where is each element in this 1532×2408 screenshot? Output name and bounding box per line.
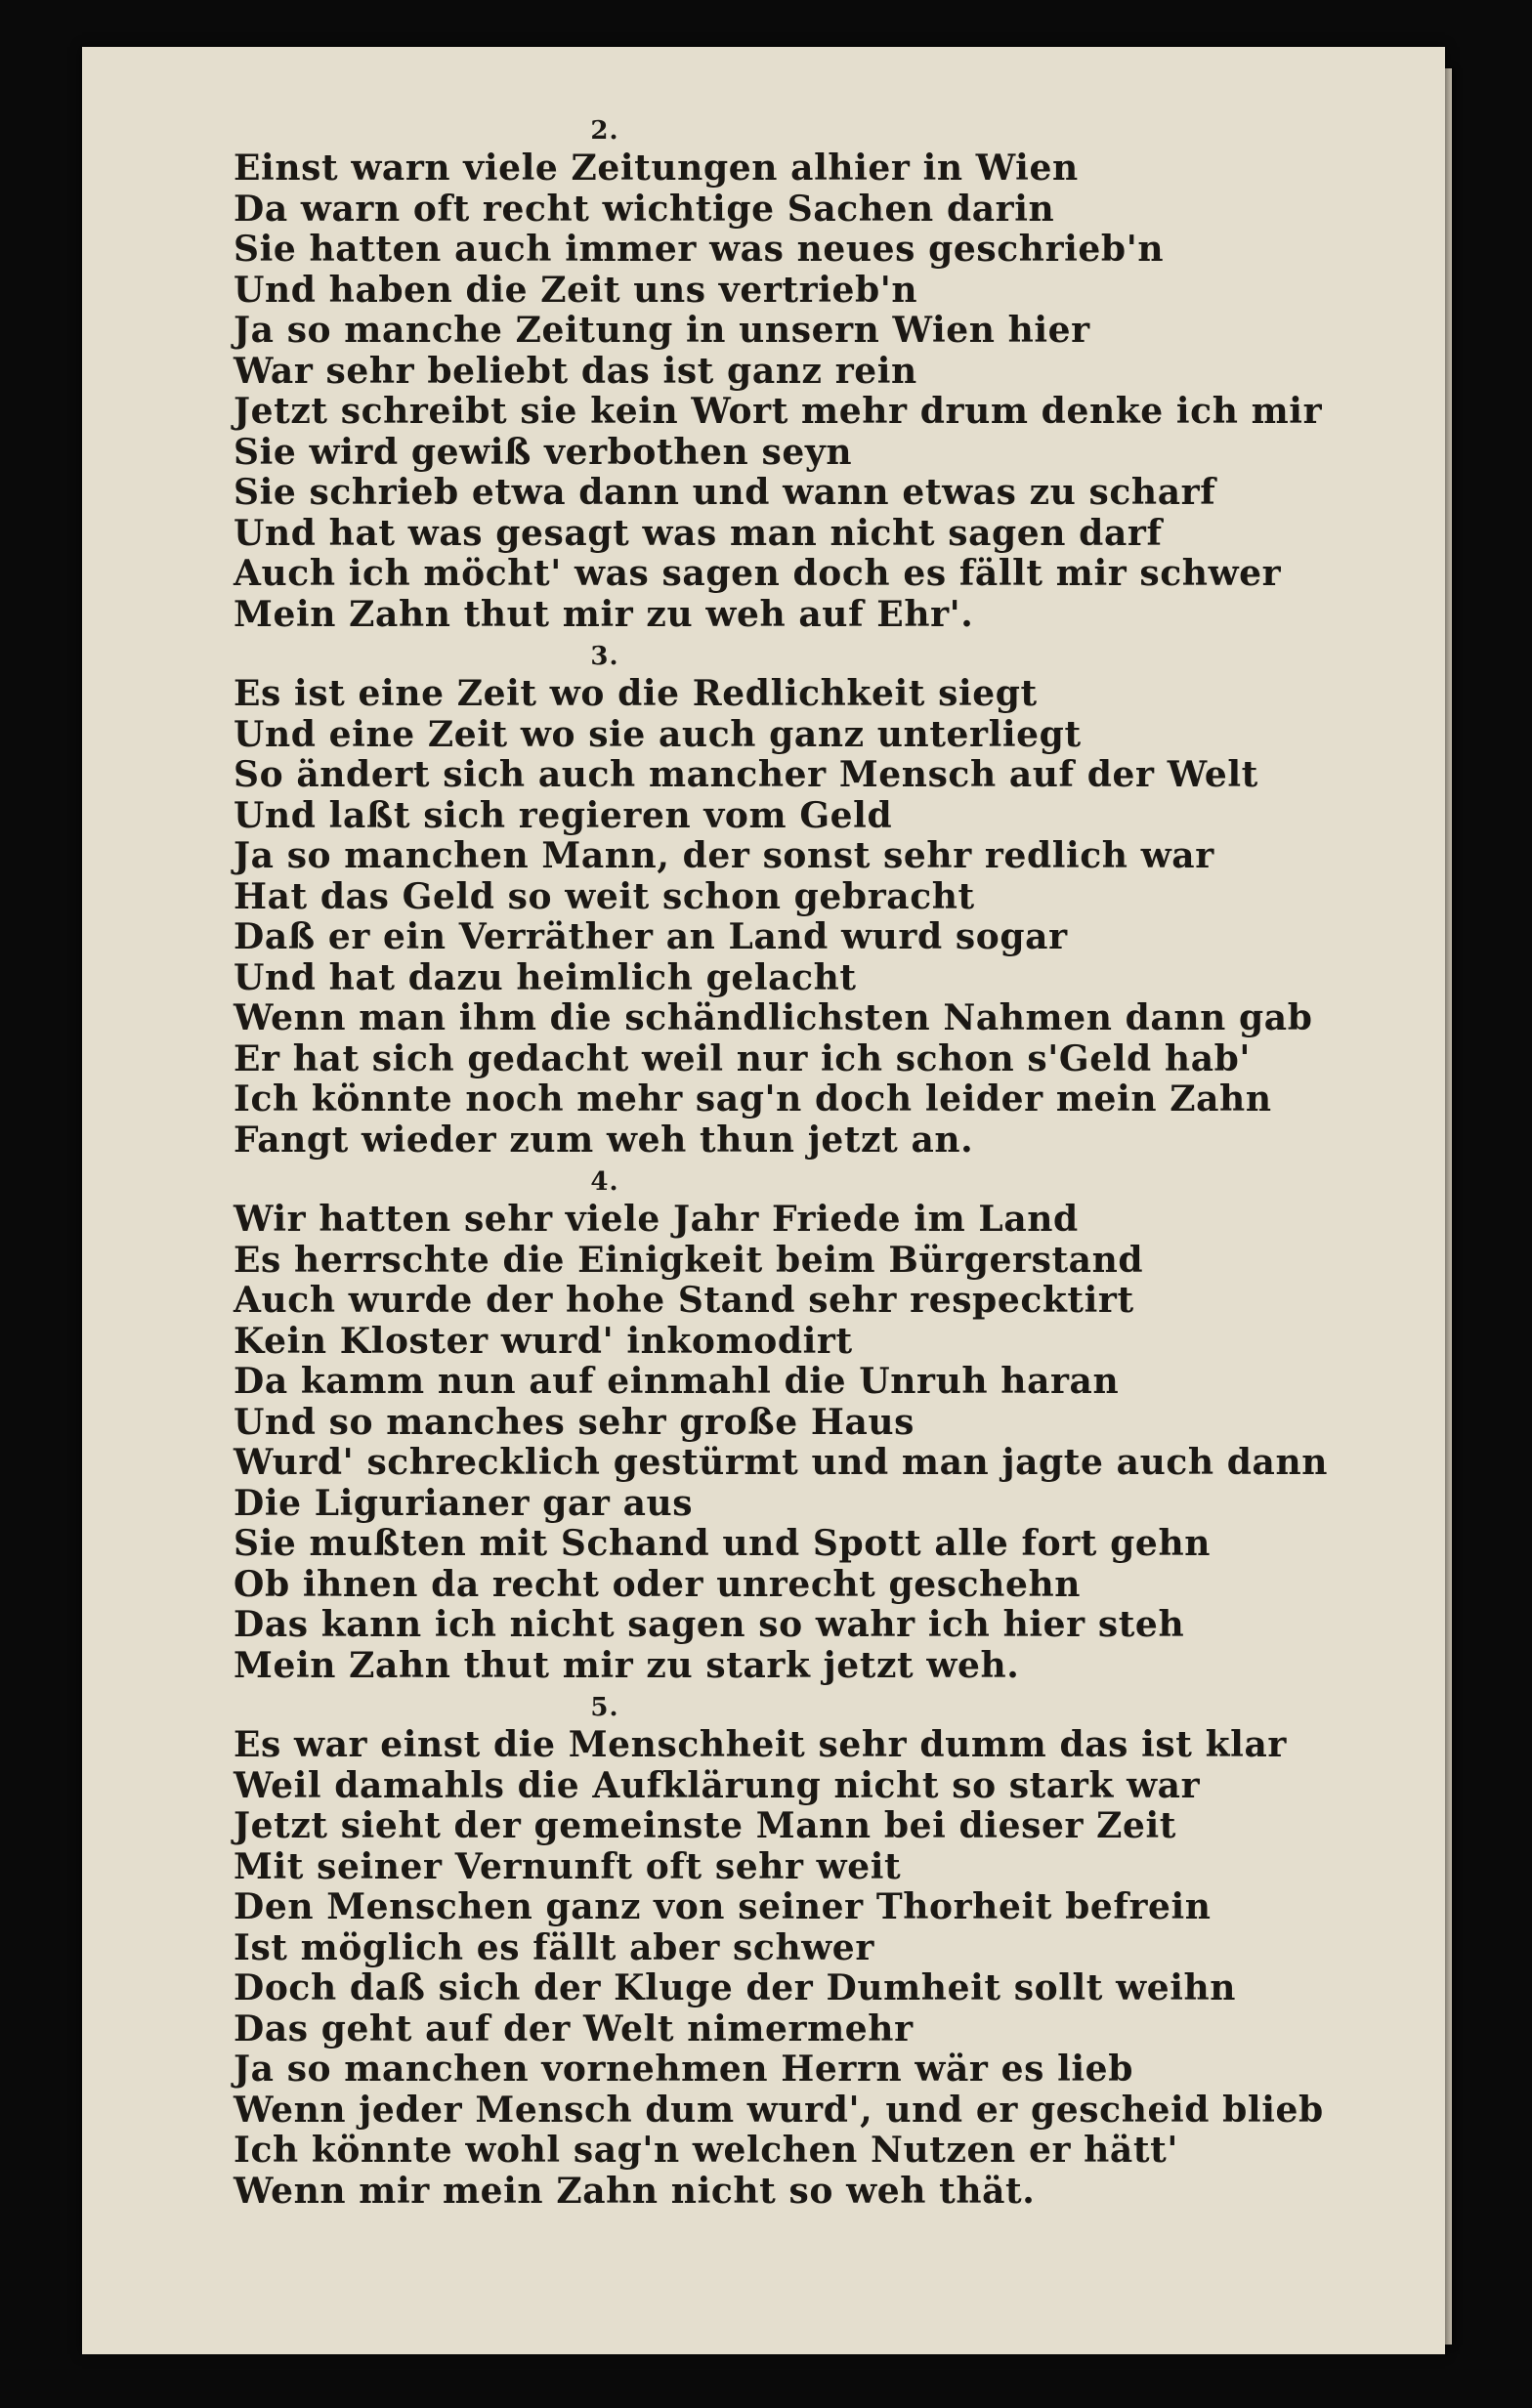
verse-line: Sie wird gewiß verbothen seyn (234, 431, 853, 473)
verse-line: Wir hatten sehr viele Jahr Friede im Land (234, 1199, 1079, 1240)
verse-line: Das geht auf der Welt nimermehr (234, 2007, 914, 2049)
verse-line: Und hat was gesagt was man nicht sagen darf (234, 512, 1163, 554)
document-page (82, 47, 1445, 2354)
verse-line: Ja so manchen Mann, der sonst sehr redlich war (234, 835, 1214, 876)
verse-line: Auch ich möcht' was sagen doch es fällt mir schwer (234, 553, 1282, 594)
verse-line: So ändert sich auch mancher Mensch auf der Welt (234, 754, 1258, 795)
verse-line: Jetzt sieht der gemeinste Mann bei dieser Zeit (234, 1805, 1177, 1846)
verse-line: Wenn jeder Mensch dum wurd', und er gescheid blieb (234, 2089, 1324, 2131)
stanza-number: 3. (590, 642, 619, 671)
verse-line: Wenn mir mein Zahn nicht so weh thät. (234, 2170, 1036, 2212)
verse-line: Es ist eine Zeit wo die Redlichkeit siegt (234, 673, 1038, 714)
verse-line: Den Menschen ganz von seiner Thorheit befrein (234, 1886, 1212, 1927)
stanza-3 (234, 639, 1367, 1161)
verse-line: Ja so manchen vornehmen Herrn wär es lieb (234, 2049, 1133, 2090)
verse-line: Fangt wieder zum weh thun jetzt an. (234, 1119, 974, 1161)
stanza-number: 5. (590, 1693, 619, 1722)
verse-line: Wurd' schrecklich gestürmt und man jagte auch dann (234, 1442, 1329, 1483)
stanza-4 (234, 1164, 1367, 1686)
verse-line: Weil damahls die Aufklärung nicht so stark war (234, 1764, 1201, 1806)
stanza-number: 4. (590, 1167, 619, 1197)
song-text (234, 113, 1367, 2212)
verse-line: Sie schrieb etwa dann und wann etwas zu scharf (234, 472, 1216, 513)
stanza-5 (234, 1690, 1367, 2212)
verse-line: Auch wurde der hohe Stand sehr respecktirt (234, 1280, 1134, 1321)
verse-line: Und haben die Zeit uns vertrieb'n (234, 269, 918, 311)
verse-line: Ob ihnen da recht oder unrecht geschehn (234, 1563, 1082, 1605)
verse-line: Er hat sich gedacht weil nur ich schon s'Geld hab' (234, 1037, 1252, 1079)
verse-line: Kein Kloster wurd' inkomodirt (234, 1320, 853, 1362)
verse-line: Ist möglich es fällt aber schwer (234, 1926, 874, 1968)
verse-line: Sie mußten mit Schand und Spott alle fort gehn (234, 1523, 1211, 1564)
verse-line: Mein Zahn thut mir zu stark jetzt weh. (234, 1644, 1020, 1686)
verse-line: Da warn oft recht wichtige Sachen darin (234, 188, 1055, 230)
verse-line: Da kamm nun auf einmahl die Unruh haran (234, 1361, 1120, 1402)
verse-line: Und eine Zeit wo sie auch ganz unterliegt (234, 713, 1082, 755)
verse-line: Und laßt sich regieren vom Geld (234, 794, 893, 836)
verse-line: Ich könnte noch mehr sag'n doch leider mein Zahn (234, 1078, 1272, 1120)
verse-line: War sehr beliebt das ist ganz rein (234, 350, 917, 392)
verse-line: Es herrschte die Einigkeit beim Bürgerstand (234, 1239, 1144, 1281)
verse-line: Jetzt schreibt sie kein Wort mehr drum denke ich mir (234, 391, 1323, 432)
verse-line: Doch daß sich der Kluge der Dumheit sollt weihn (234, 1967, 1237, 2008)
stanza-number: 2. (590, 116, 619, 146)
verse-line: Mein Zahn thut mir zu weh auf Ehr'. (234, 593, 974, 635)
verse-line: Das kann ich nicht sagen so wahr ich hier steh (234, 1604, 1185, 1645)
verse-line: Daß er ein Verräther an Land wurd sogar (234, 916, 1068, 957)
verse-line: Einst warn viele Zeitungen alhier in Wien (234, 148, 1079, 189)
verse-line: Und so manches sehr große Haus (234, 1401, 915, 1443)
verse-line: Wenn man ihm die schändlichsten Nahmen dann gab (234, 997, 1313, 1038)
verse-line: Es war einst die Menschheit sehr dumm das ist klar (234, 1724, 1287, 1765)
verse-line: Mit seiner Vernunft oft sehr weit (234, 1845, 902, 1887)
verse-line: Hat das Geld so weit schon gebracht (234, 875, 975, 917)
verse-line: Und hat dazu heimlich gelacht (234, 956, 857, 998)
verse-line: Die Ligurianer gar aus (234, 1482, 694, 1524)
stanza-2 (234, 113, 1367, 635)
verse-line: Ich könnte wohl sag'n welchen Nutzen er hätt' (234, 2130, 1178, 2171)
verse-line: Sie hatten auch immer was neues geschrieb'n (234, 229, 1165, 270)
verse-line: Ja so manche Zeitung in unsern Wien hier (234, 310, 1090, 351)
